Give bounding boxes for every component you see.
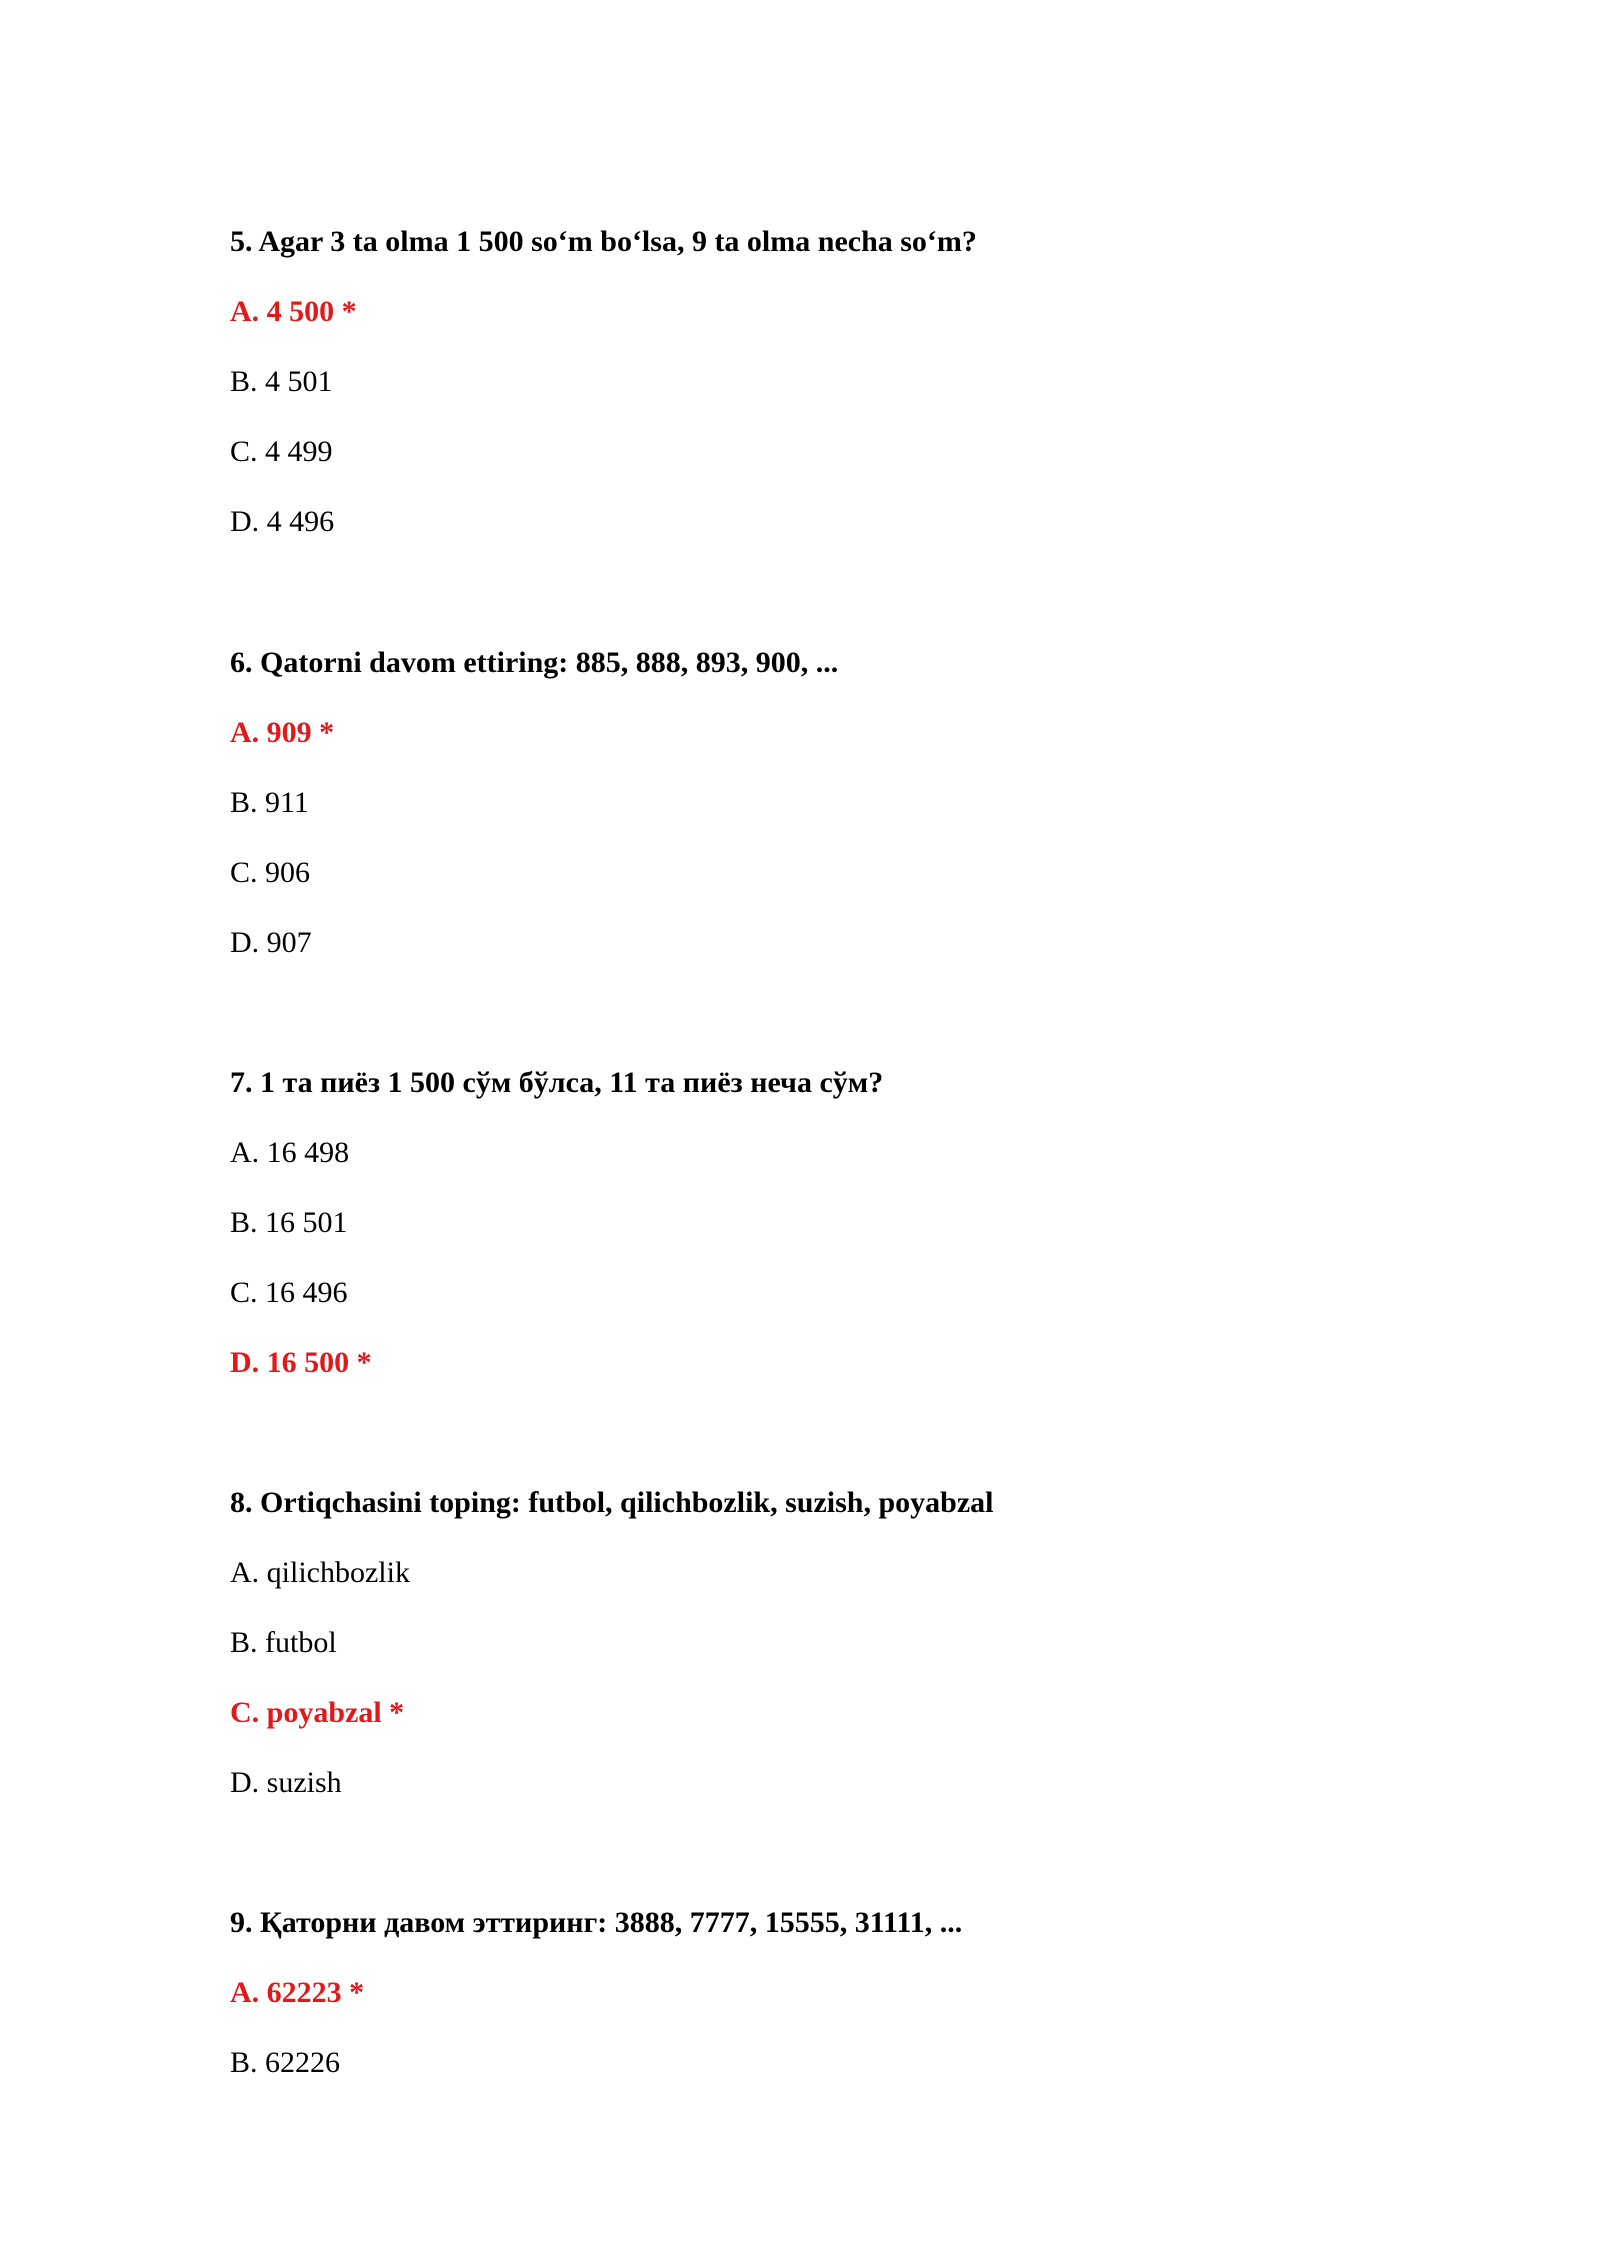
option-5b: B. 4 501 xyxy=(230,365,333,398)
question-6: 6. Qatorni davom ettiring: 885, 888, 893, 900, ... xyxy=(230,646,839,679)
option-8b: B. futbol xyxy=(230,1626,337,1659)
option-5d: D. 4 496 xyxy=(230,505,335,538)
option-8a: A. qilichbozlik xyxy=(230,1556,410,1589)
option-9b: B. 62226 xyxy=(230,2046,341,2079)
question-5: 5. Agar 3 ta olma 1 500 so‘m bo‘lsa, 9 ta olma necha so‘m? xyxy=(230,225,977,258)
option-9a: A. 62223 * xyxy=(230,1976,365,2009)
option-7c: C. 16 496 xyxy=(230,1276,348,1309)
option-5a: A. 4 500 * xyxy=(230,295,357,328)
question-7: 7. 1 та пиёз 1 500 сўм бўлса, 11 та пиёз неча сўм? xyxy=(230,1066,884,1099)
option-6d: D. 907 xyxy=(230,926,312,959)
option-7d: D. 16 500 * xyxy=(230,1346,372,1379)
option-8d: D. suzish xyxy=(230,1766,342,1799)
option-6a: A. 909 * xyxy=(230,716,335,749)
option-7a: A. 16 498 xyxy=(230,1136,350,1169)
option-6b: B. 911 xyxy=(230,786,309,819)
option-6c: C. 906 xyxy=(230,856,311,889)
question-8: 8. Ortiqchasini toping: futbol, qilichbozlik, suzish, poyabzal xyxy=(230,1486,994,1519)
question-9: 9. Қаторни давом эттиринг: 3888, 7777, 15555, 31111, ... xyxy=(230,1906,963,1939)
option-5c: C. 4 499 xyxy=(230,435,333,468)
option-7b: B. 16 501 xyxy=(230,1206,348,1239)
option-8c: C. poyabzal * xyxy=(230,1696,405,1729)
